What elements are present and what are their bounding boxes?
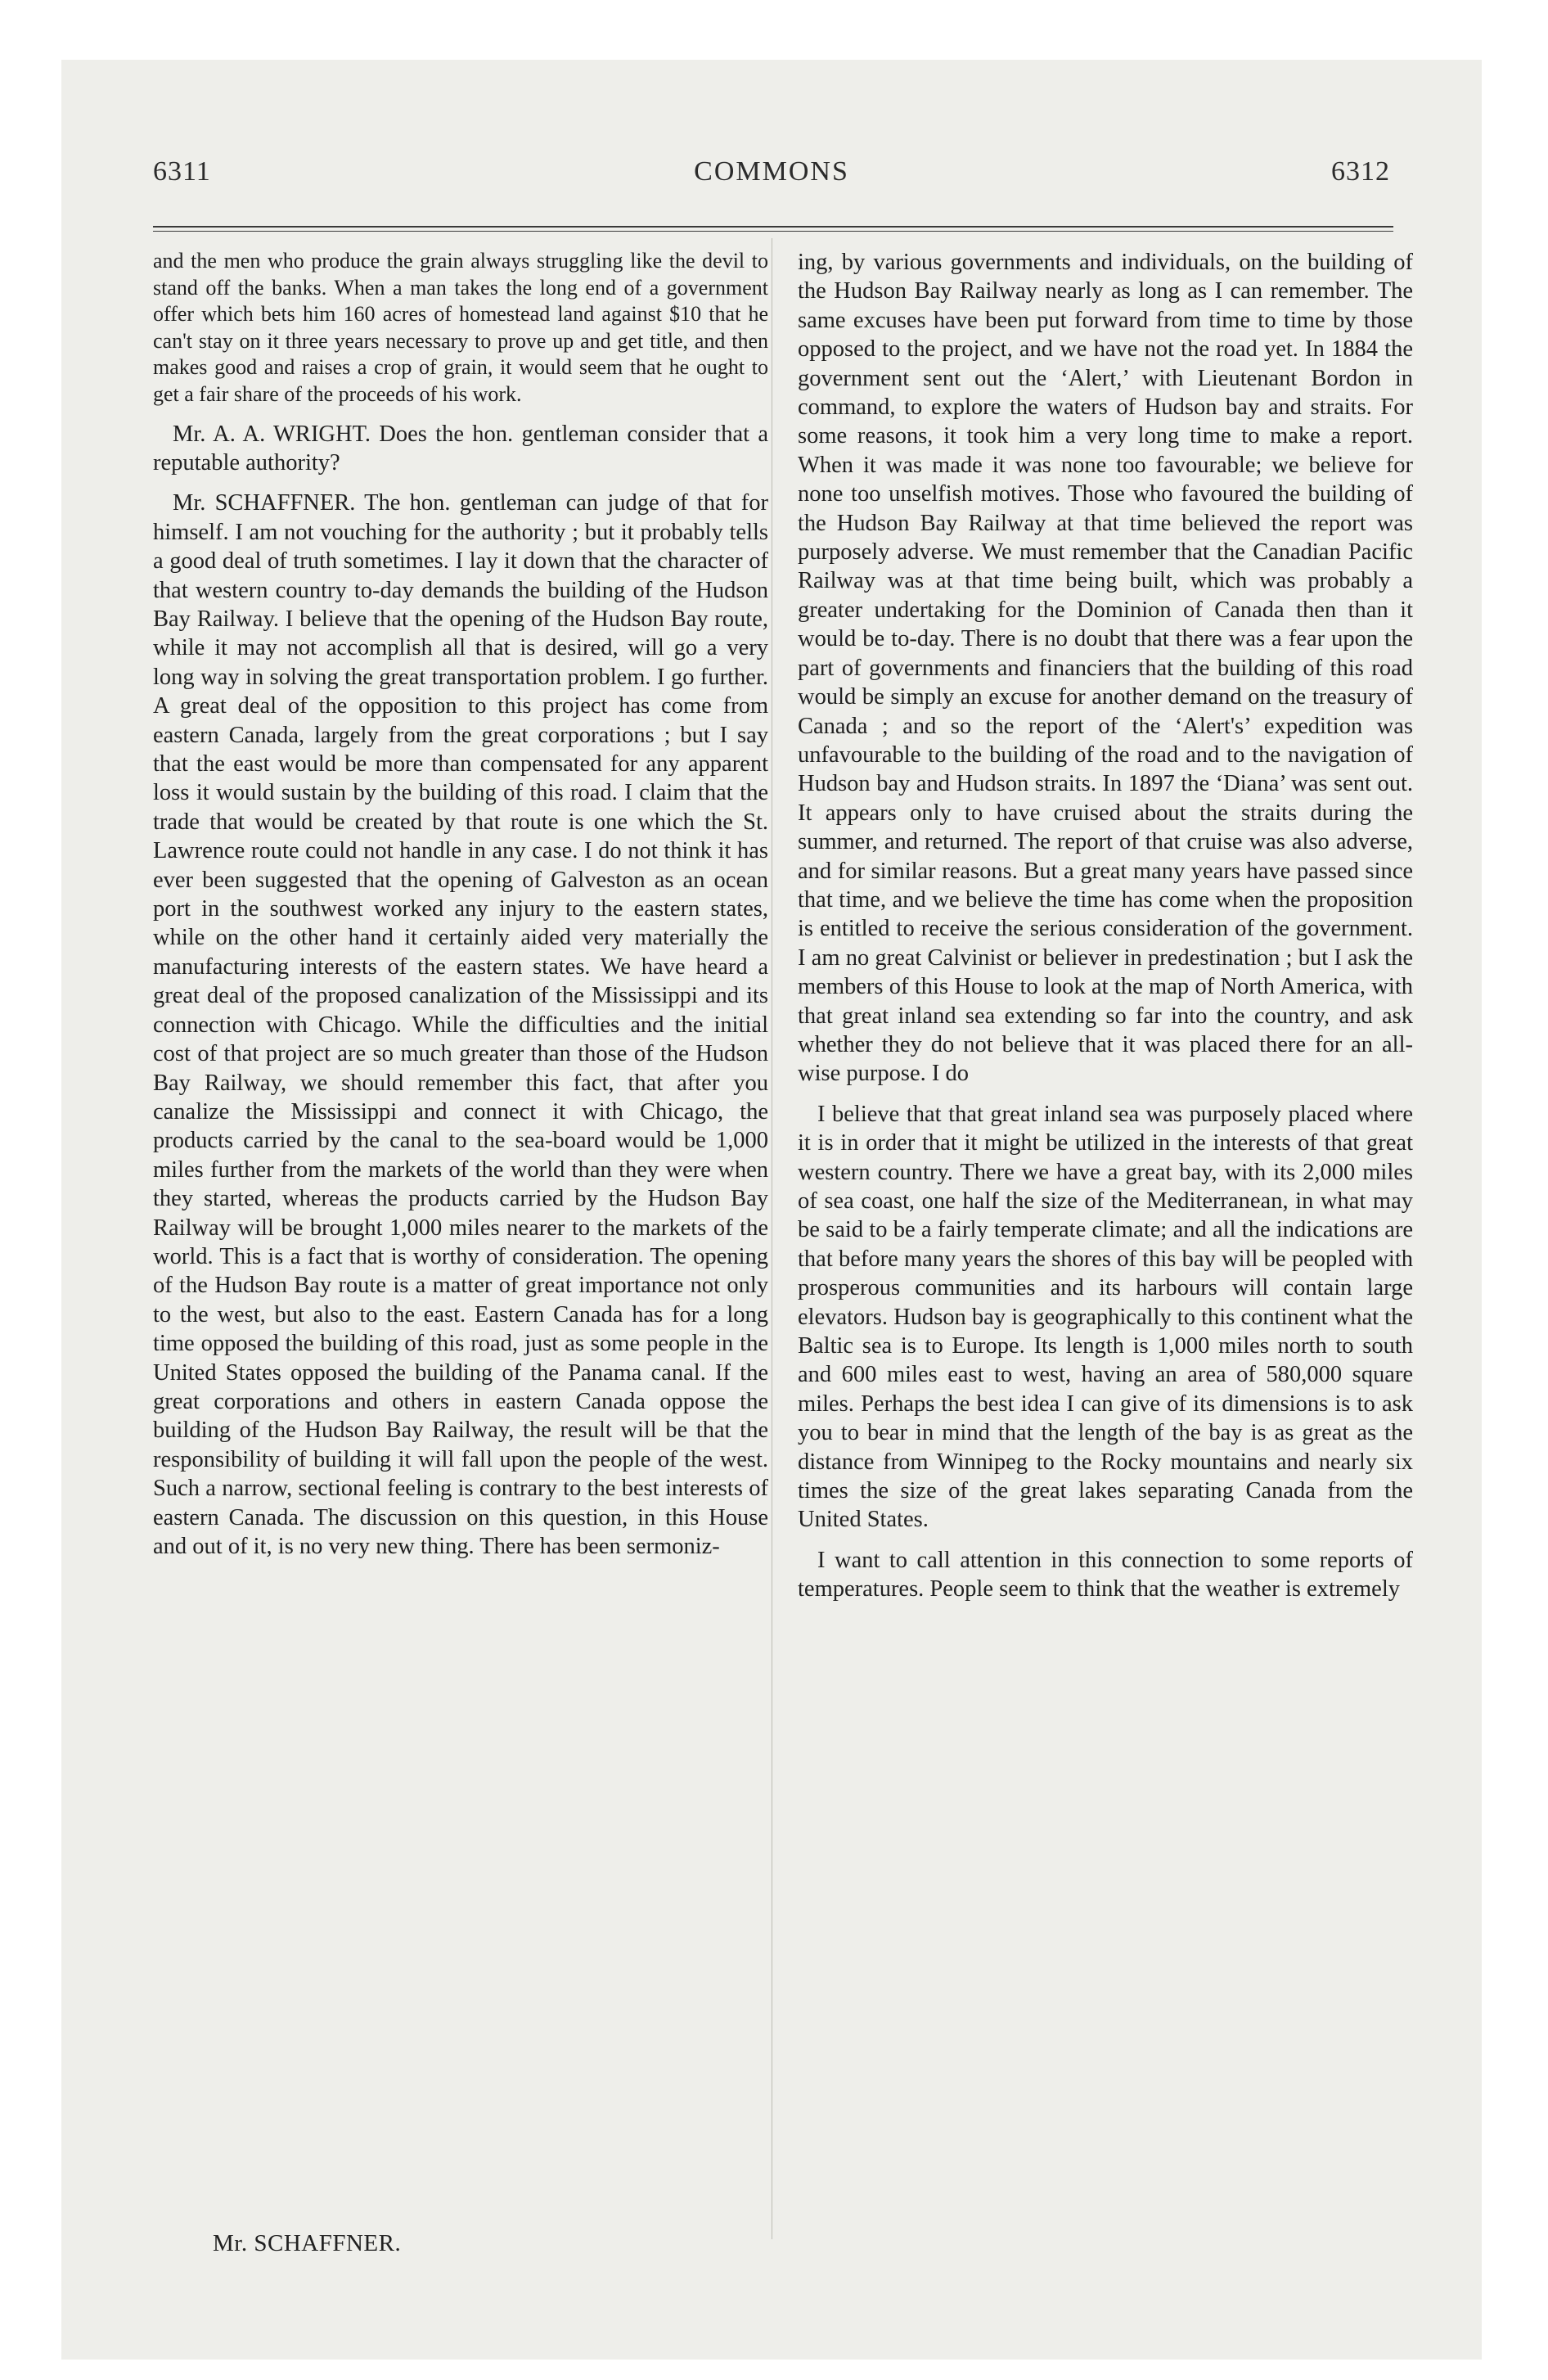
paragraph: Mr. SCHAFFNER. The hon. gentleman can judge of that for himself. I am not vouching for the authority ; but it probably tells a good deal of truth sometimes. I lay it down that the character of that western country to-day demands the building of the Hudson Bay Railway. I believe that the opening of the Hudson Bay route, while it may not accomplish all that is desired, will go a very long way in solving the great transportation problem. I go further. A great deal of the opposition to this project has come from eastern Canada, largely from the great corporations ; but I say that the east would be more than compensated for any apparent loss it would sustain by the building of this road. I claim that the trade that would be created by that route is one which the St. Lawrence route could not handle in any case. I do not think it has ever been suggested that the opening of Galveston as an ocean port in the southwest worked any injury to the eastern states, while on the other hand it certainly aided very materially the manufacturing interests of the eastern states. We have heard a great deal of the proposed canalization of the Mississippi and its connection with Chicago. While the difficulties and the initial cost of that project are so much greater than those of the Hudson Bay Railway, we should remember this fact, that after you canalize the Mississippi and connect it with Chicago, the products carried by the canal to the sea-board would be 1,000 miles further from the markets of the world than they were when they started, whereas the products carried by the Hudson Bay Railway will be brought 1,000 miles nearer to the markets of the world. This is a fact that is worthy of consideration. The opening of the Hudson Bay route is a matter of great importance not only to the west, but also to the east. Eastern Canada has for a long time opposed the building of this road, just as some people in the United States opposed the building of the Panama canal. If the great corporations and others in eastern Canada oppose the building of the Hudson Bay Railway, the result will be that the responsibility of building it will fall upon the people of the west. Such a narrow, sectional feeling is contrary to the best interests of eastern Canada. The discussion on this question, in this House and out of it, is no very new thing. There has been sermoniz- [153, 490, 768, 1559]
hansard-page [61, 60, 1482, 2360]
paragraph: ing, by various governments and individuals, on the building of the Hudson Bay Railway nearly as long as I can remember. The same excuses have been put forward from time to time by those opposed to the project, and we have not the road yet. In 1884 the government sent out the ‘Alert,’ with Lieutenant Bordon in command, to explore the waters of Hudson bay and straits. For some reasons, it took him a very long time to make a report. When it was made it was none too favourable; we believe for none too unselfish motives. Those who favoured the building of the Hudson Bay Railway at that time believed the report was purposely adverse. We must remember that the Canadian Pacific Railway was at that time being built, which was probably a greater undertaking for the Dominion of Canada then than it would be to-day. There is no doubt that there was a fear upon the part of governments and financiers that the building of this road would be simply an excuse for another demand on the treasury of Canada ; and so the report of the ‘Alert's’ expedition was unfavourable to the building of the road and to the navigation of Hudson bay and Hudson straits. In 1897 the ‘Diana’ was sent out. It appears only to have cruised about the straits during the summer, and returned. The report of that cruise was also adverse, and for similar reasons. But a great many years have passed since that time, and we believe the time has come when the proposition is entitled to receive the serious consideration of the government. I am no great Calvinist or believer in predestination ; but I ask the members of this House to look at the map of North America, with that great inland sea extending so far into the country, and ask whether they do not believe that it was placed there for an all-wise purpose. I do [798, 250, 1413, 1087]
paragraph: Mr. A. A. WRIGHT. Does the hon. gentleman consider that a reputable authority? [153, 421, 768, 476]
page-title: COMMONS [694, 156, 849, 187]
header-rule-thin [153, 231, 1393, 232]
paragraph: I believe that that great inland sea was purposely placed where it is in order that it might be utilized in the interests of that great western country. There we have a great bay, with its 2,000 miles of sea coast, one half the size of the Mediterranean, in what may be said to be a fairly temperate climate; and all the indications are that before many years the shores of this bay will be peopled with prosperous communities and its harbours will contain large elevators. Hudson bay is geographically to this continent what the Baltic sea is to Europe. Its length is 1,000 miles north to south and 600 miles east to west, having an area of 580,000 square miles. Perhaps the best idea I can give of its dimensions is to ask you to bear in mind that the length of the bay is as great as the distance from Winnipeg to the Rocky mountains and nearly six times the size of the great lakes separating Canada from the United States. [798, 1101, 1413, 1533]
speaker-footer: Mr. SCHAFFNER. [213, 2230, 402, 2256]
left-column [153, 248, 768, 1572]
header-rule [153, 226, 1393, 228]
paragraph: I want to call attention in this connection to some reports of temperatures. People seem to think that the weather is extremely [798, 1547, 1413, 1602]
right-column [798, 248, 1413, 1616]
right-page-number: 6312 [1331, 156, 1390, 187]
left-page-number: 6311 [153, 156, 211, 187]
paragraph: and the men who produce the grain always struggling like the devil to stand off the banks. When a man takes the long end of a government offer which bets him 160 acres of homestead land against $10 that he can't stay on it three years necessary to prove up and get title, and then makes good and raises a crop of grain, it would seem that he ought to get a fair share of the proceeds of his work. [153, 249, 768, 406]
